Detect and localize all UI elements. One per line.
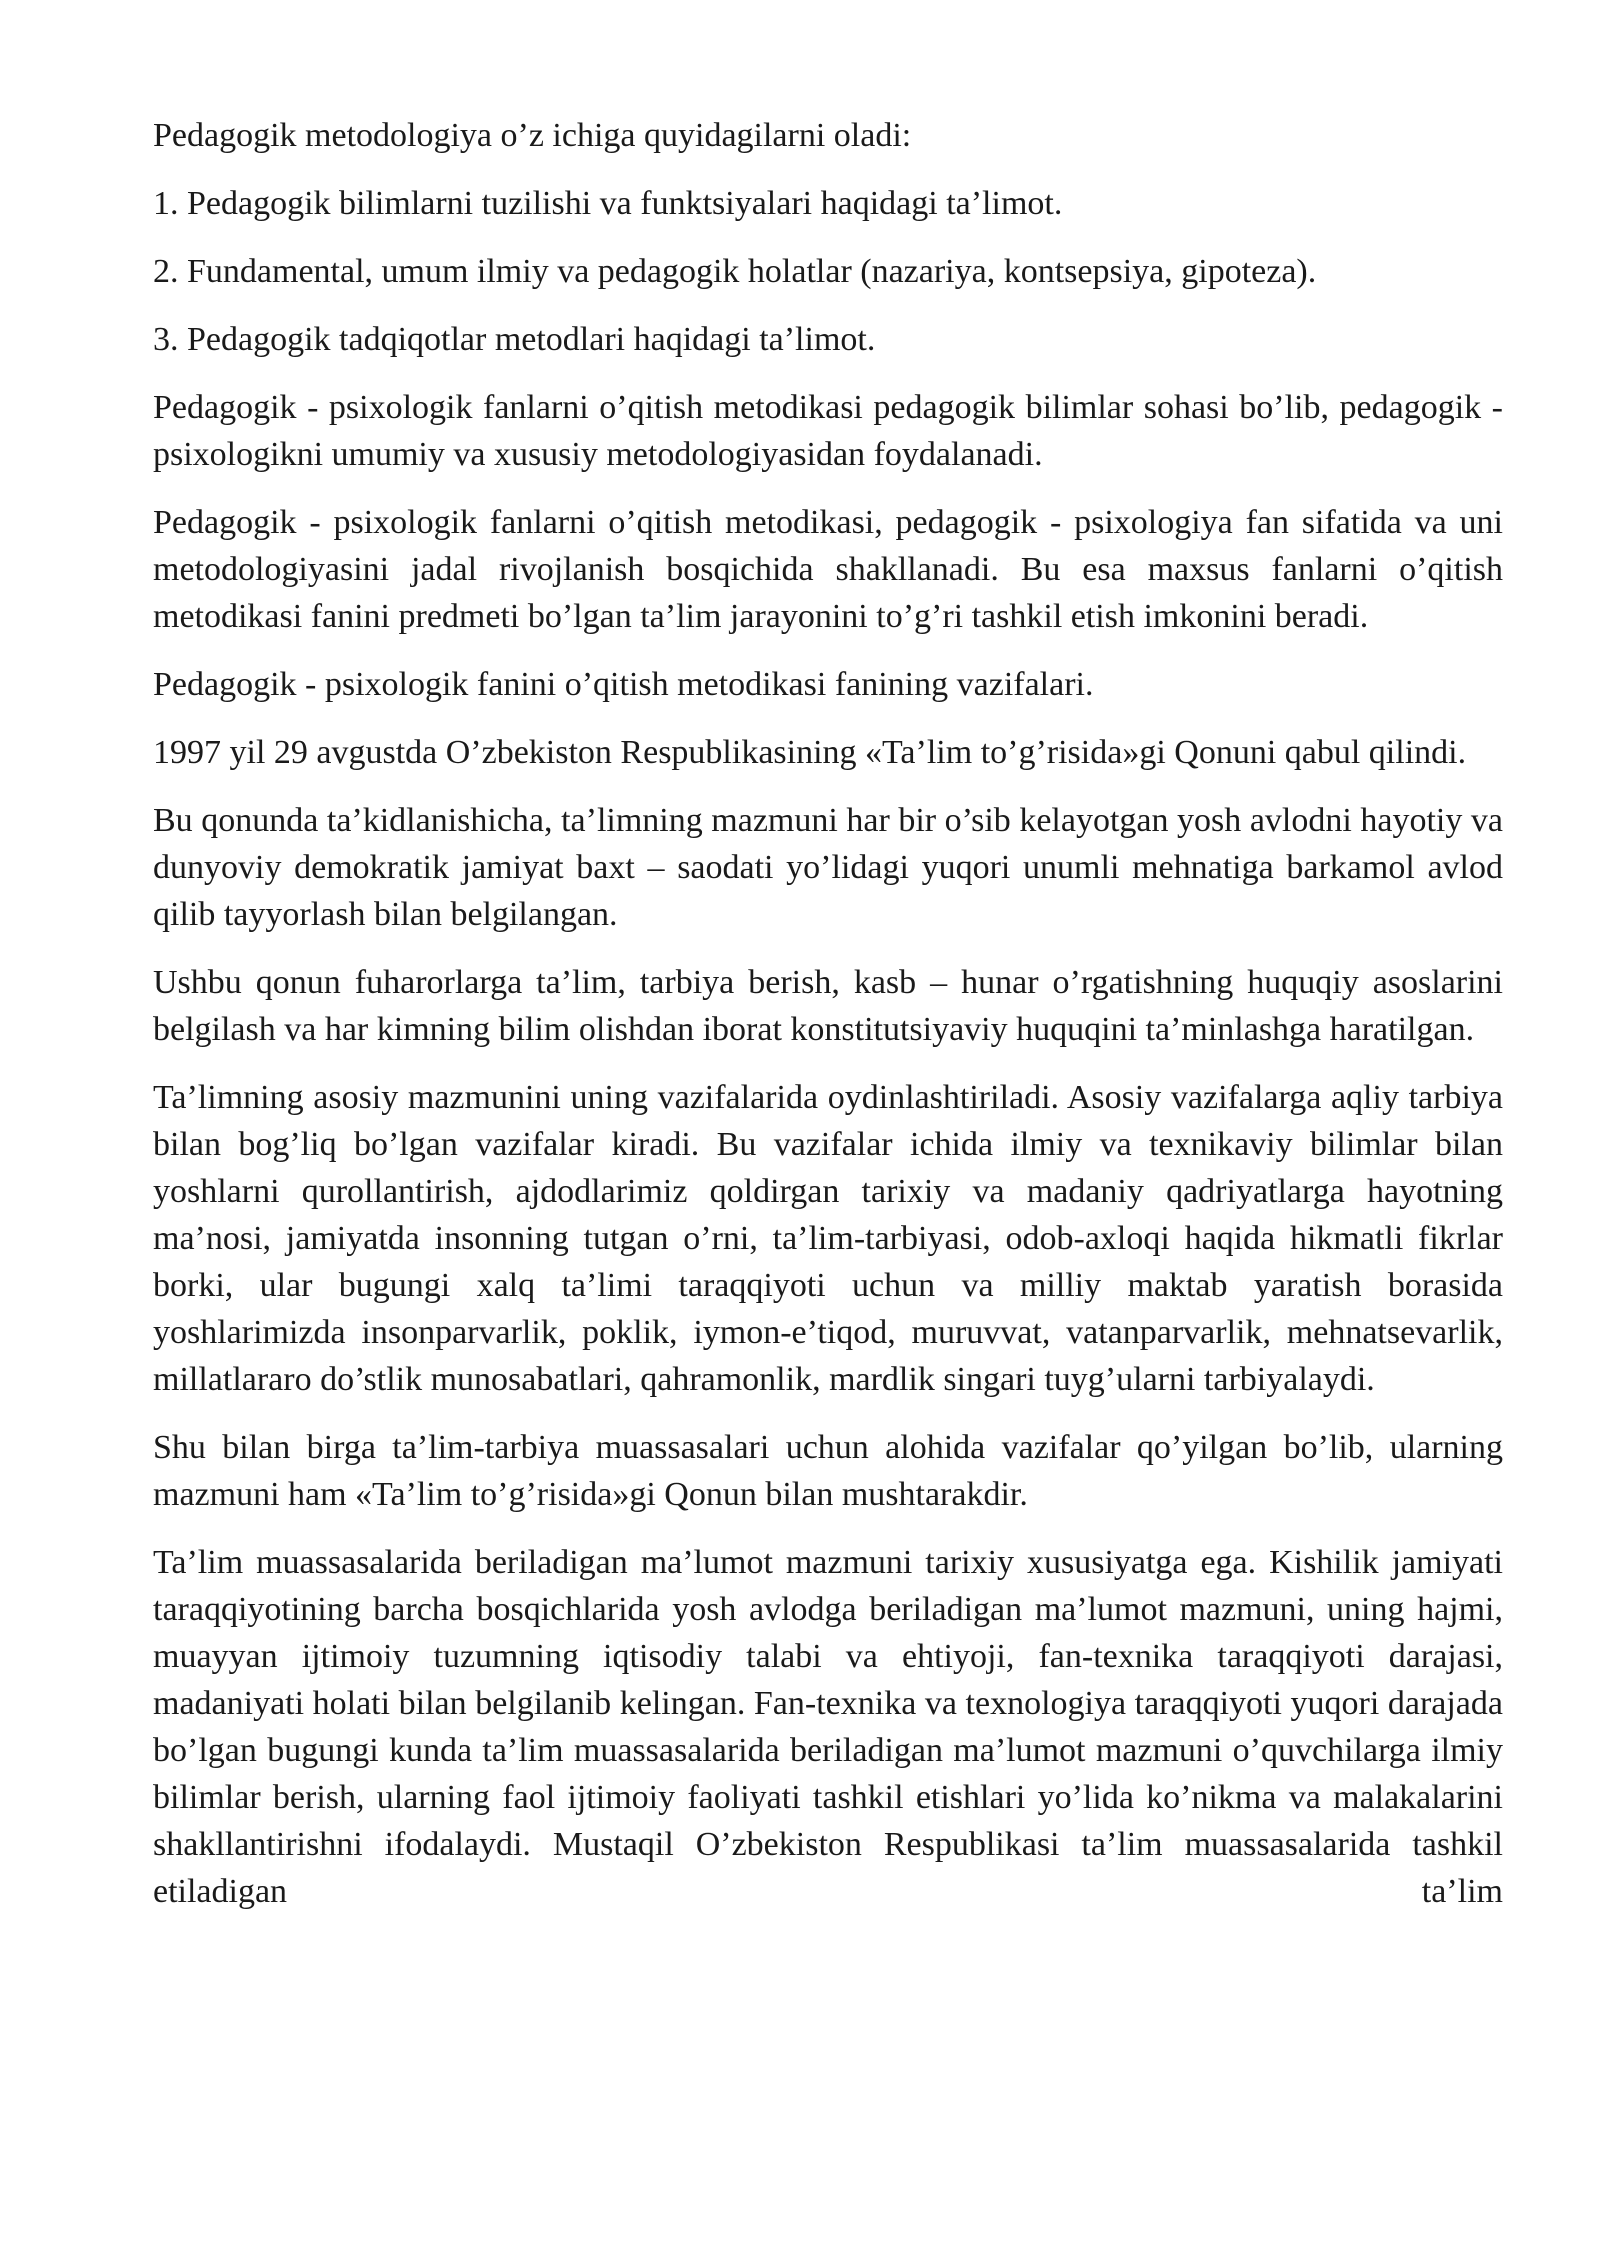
paragraph: Ta’limning asosiy mazmunini uning vazifalarida oydinlashtiriladi. Asosiy vazifalarga aqliy tarbiya bilan bog’liq bo’lgan vazifalar kiradi. Bu vazifalar ichida ilmiy va texnikaviy bilimlar bilan yoshlarni qurollantirish, ajdodlarimiz qoldirgan tarixiy va madaniy qadriyatlarga hayotning ma’nosi, jamiyatda insonning tutgan o’rni, ta’lim-tarbiyasi, odob-axloqi haqida hikmatli fikrlar borki, ular bugungi xalq ta’limi taraqqiyoti uchun va milliy maktab yaratish borasida yoshlarimizda insonparvarlik, poklik, iymon-e’tiqod, muruvvat, vatanparvarlik, mehnatsevarlik, millatlararo do’stlik munosabatlari, qahramonlik, mardlik singari tuyg’ularni tarbiyalaydi. [153,1079,1503,1398]
list-item-3: 3. Pedagogik tadqiqotlar metodlari haqidagi ta’limot. [153,321,876,358]
paragraph: Pedagogik - psixologik fanlarni o’qitish metodikasi pedagogik bilimlar sohasi bo’lib, pedagogik - psixologikni umumiy va xususiy metodologiyasidan foydalanadi. [153,389,1503,473]
list-item-1: 1. Pedagogik bilimlarni tuzilishi va funktsiyalari haqidagi ta’limot. [153,185,1063,222]
paragraph: Pedagogik - psixologik fanini o’qitish metodikasi fanining vazifalari. [153,666,1094,703]
paragraph: Bu qonunda ta’kidlanishicha, ta’limning mazmuni har bir o’sib kelayotgan yosh avlodni hayotiy va dunyoviy demokratik jamiyat baxt – saodati yo’lidagi yuqori unumli mehnatiga barkamol avlod qilib tayyorlash bilan belgilangan. [153,802,1503,933]
paragraph-intro: Pedagogik metodologiya o’z ichiga quyidagilarni oladi: [153,117,912,154]
paragraph: Ushbu qonun fuharorlarga ta’lim, tarbiya berish, kasb – hunar o’rgatishning huquqiy asoslarini belgilash va har kimning bilim olishdan iborat konstitutsiyaviy huquqini ta’minlashga haratilgan. [153,964,1503,1048]
paragraph: Shu bilan birga ta’lim-tarbiya muassasalari uchun alohida vazifalar qo’yilgan bo’lib, ularning mazmuni ham «Ta’lim to’g’risida»gi Qonun bilan mushtarakdir. [153,1429,1503,1513]
paragraph: Ta’lim muassasalarida beriladigan ma’lumot mazmuni tarixiy xususiyatga ega. Kishilik jamiyati taraqqiyotining barcha bosqichlarida yosh avlodga beriladigan ma’lumot mazmuni, uning hajmi, muayyan ijtimoiy tuzumning iqtisodiy talabi va ehtiyoji, fan-texnika taraqqiyoti darajasi, madaniyati holati bilan belgilanib kelingan. Fan-texnika va texnologiya taraqqiyoti yuqori darajada bo’lgan bugungi kunda ta’lim muassasalarida beriladigan ma’lumot mazmuni o’quvchilarga ilmiy bilimlar berish, ularning faol ijtimoiy faoliyati tashkil etishlari yo’lida ko’nikma va malakalarini shakllantirishni ifodalaydi. Mustaqil O’zbekiston Respublikasi ta’lim muassasalarida tashkil etiladigan ta’lim [153,1544,1503,1910]
list-item-2: 2. Fundamental, umum ilmiy va pedagogik holatlar (nazariya, kontsepsiya, gipoteza). [153,253,1317,290]
paragraph: 1997 yil 29 avgustda O’zbekiston Respublikasining «Ta’lim to’g’risida»gi Qonuni qabul qilindi. [153,734,1467,771]
document-page [153,112,1503,1915]
paragraph: Pedagogik - psixologik fanlarni o’qitish metodikasi, pedagogik - psixologiya fan sifatida va uni metodologiyasini jadal rivojlanish bosqichida shakllanadi. Bu esa maxsus fanlarni o’qitish metodikasi fanini predmeti bo’lgan ta’lim jarayonini to’g’ri tashkil etish imkonini beradi. [153,504,1503,635]
